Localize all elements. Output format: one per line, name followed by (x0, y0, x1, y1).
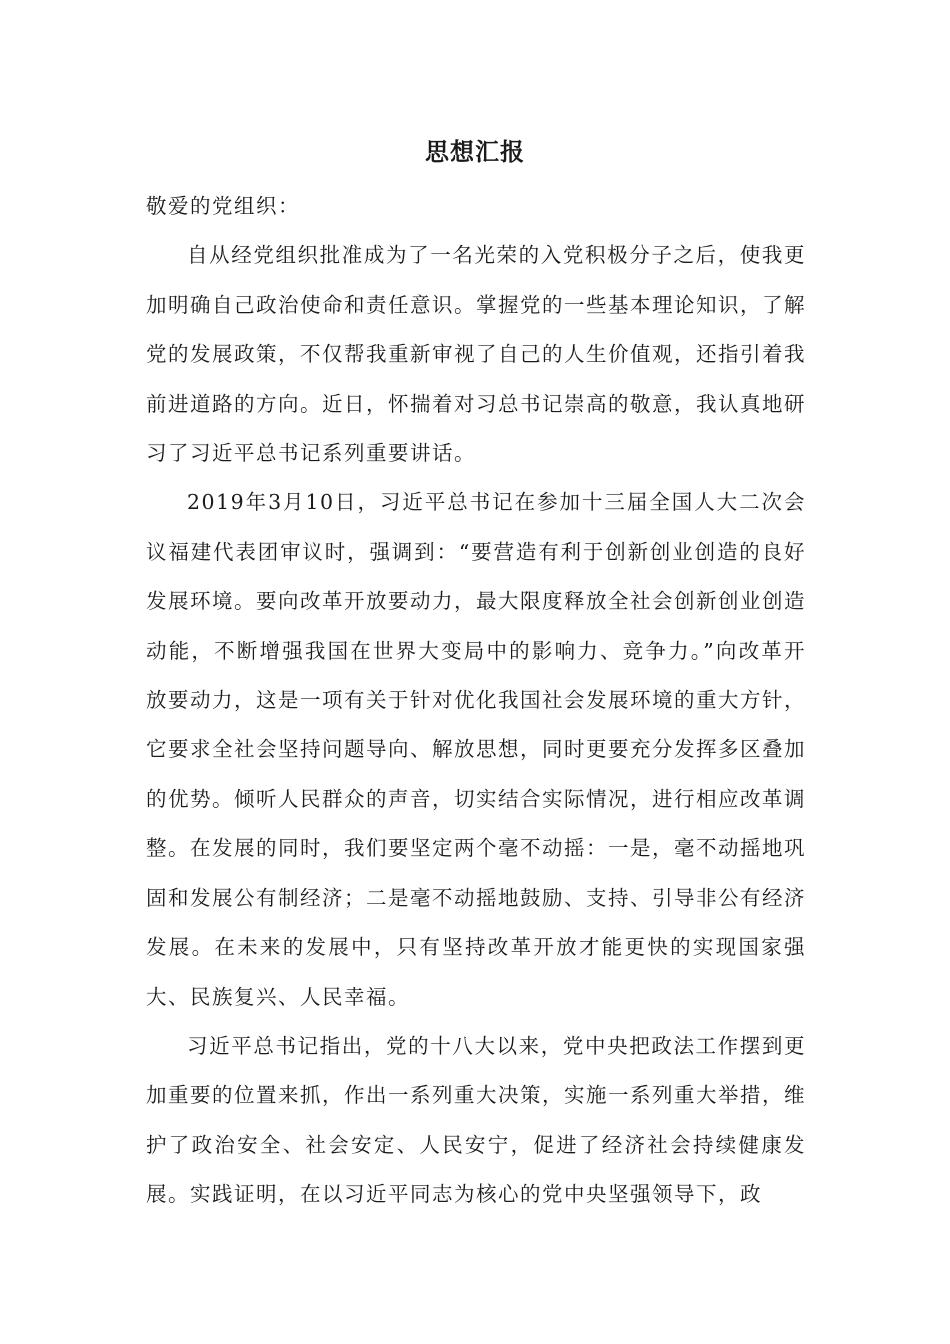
salutation: 敬爱的党组织： (146, 194, 300, 218)
paragraph-3: 习近平总书记指出，党的十八大以来，党中央把政法工作摆到更加重要的位置来抓，作出一系列重大决策，实施一系列重大举措，维护了政治安全、社会安定、人民安宁，促进了经济社会持续健康发展。实践证明，在以习近平同志为核心的党中央坚强领导下，政 (146, 1033, 806, 1207)
paragraph-1: 自从经党组织批准成为了一名光荣的入党积极分子之后，使我更加明确自己政治使命和责任意识。掌握党的一些基本理论知识，了解党的发展政策，不仅帮我重新审视了自己的人生价值观，还指引着我前进道路的方向。近日，怀揣着对习总书记崇高的敬意，我认真地研习了习近平总书记系列重要讲话。 (146, 243, 806, 466)
document-body (146, 182, 806, 1220)
paragraph-2: 2019年3月10日，习近平总书记在参加十三届全国人大二次会议福建代表团审议时，强调到：“要营造有利于创新创业创造的良好发展环境。要向改革开放要动力，最大限度释放全社会创新创业创造动能，不断增强我国在世界大变局中的影响力、竞争力。”向改革开放要动力，这是一项有关于针对优化我国社会发展环境的重大方针，它要求全社会坚持问题导向、解放思想，同时更要充分发挥多区叠加的优势。倾听人民群众的声音，切实结合实际情况，进行相应改革调整。在发展的同时，我们要坚定两个毫不动摇：一是，毫不动摇地巩固和发展公有制经济；二是毫不动摇地鼓励、支持、引导非公有经济发展。在未来的发展中，只有坚持改革开放才能更快的实现国家强大、民族复兴、人民幸福。 (146, 490, 806, 1009)
document-title: 思想汇报 (425, 138, 525, 166)
